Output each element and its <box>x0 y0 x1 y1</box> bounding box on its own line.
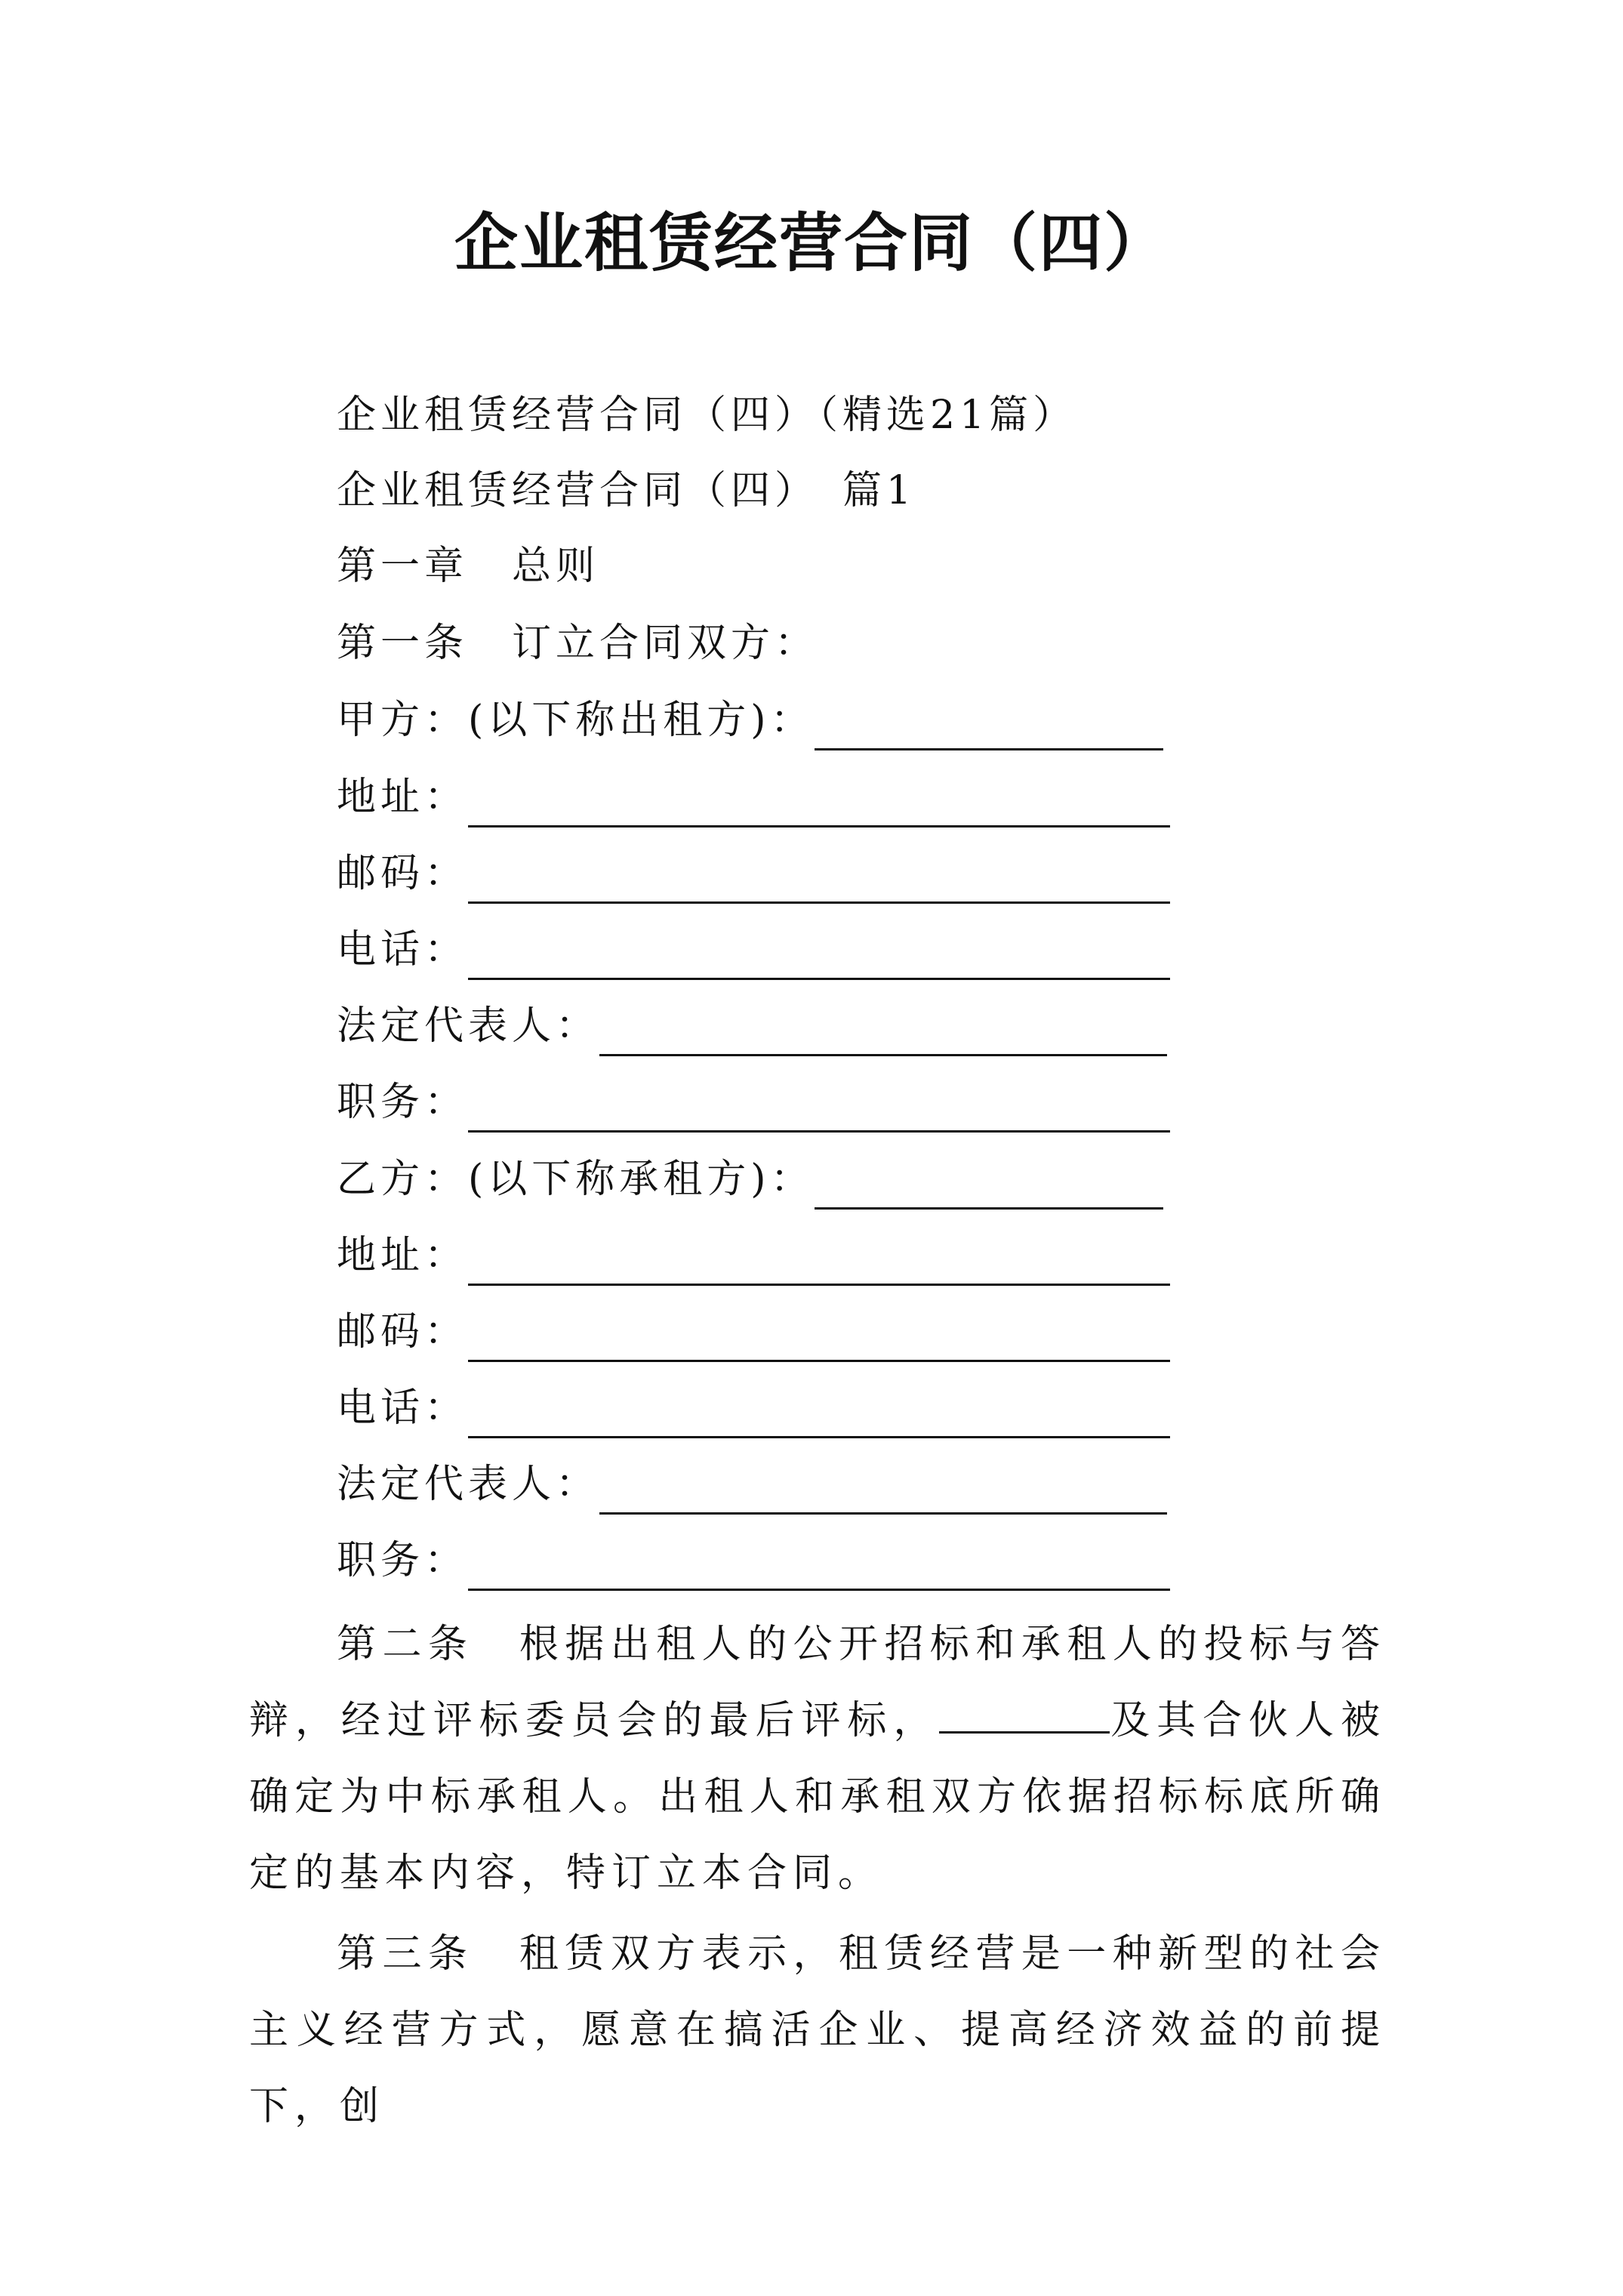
party-b-legal-rep-field <box>337 1454 1167 1515</box>
party-a-position-field <box>337 1072 1167 1133</box>
article-2-text-after: 及其合伙人被确定为中标承租人。出租人和承租双方依据招标标底所确定的基本内容，特订立本合同。 <box>249 1698 1386 1896</box>
party-a-blank[interactable] <box>815 706 1163 750</box>
party-a-label: 甲方：(以下称出租方)： <box>337 698 815 743</box>
party-b-legal-rep-label: 法定代表人： <box>337 1462 600 1507</box>
party-a-address-label: 地址： <box>337 775 469 820</box>
party-a-position-label: 职务： <box>337 1080 469 1125</box>
party-a-address-field <box>337 767 1167 827</box>
party-b-address-label: 地址： <box>337 1233 469 1278</box>
party-b-legal-rep-blank[interactable] <box>599 1470 1167 1515</box>
document-title: 企业租赁经营合同（四） <box>454 205 1169 280</box>
party-b-address-blank[interactable] <box>468 1241 1170 1286</box>
party-a-legal-rep-label: 法定代表人： <box>337 1003 600 1049</box>
party-b-address-field <box>337 1225 1167 1286</box>
party-b-phone-label: 电话： <box>337 1385 469 1431</box>
party-a-phone-field <box>337 920 1167 980</box>
party-a-field <box>337 690 1167 750</box>
party-a-phone-label: 电话： <box>337 927 469 972</box>
article-3-paragraph: 第三条 租赁双方表示，租赁经营是一种新型的社会主义经营方式，愿意在搞活企业、提高经济效益的前提下，创 <box>249 1931 1386 2129</box>
party-b-phone-blank[interactable] <box>468 1394 1170 1438</box>
chapter-heading: 第一章 总则 <box>337 544 600 589</box>
subtitle: 企业租赁经营合同（四）（精选21篇） <box>337 393 1077 438</box>
party-a-legal-rep-blank[interactable] <box>599 1012 1167 1056</box>
party-a-phone-blank[interactable] <box>468 935 1170 980</box>
party-a-position-blank[interactable] <box>468 1088 1170 1133</box>
party-b-postcode-blank[interactable] <box>468 1318 1170 1362</box>
article-2-paragraph <box>249 1607 1386 1912</box>
party-b-postcode-label: 邮码： <box>337 1309 469 1354</box>
party-b-blank[interactable] <box>815 1165 1163 1210</box>
article-2-text-before: 第二条 根据出租人的公开招标和承租人的投标与答辩，经过评标委员会的最后评标， <box>249 1622 1386 1743</box>
party-a-postcode-field <box>337 843 1167 904</box>
section-heading: 企业租赁经营合同（四） 篇1 <box>337 468 916 513</box>
party-b-postcode-field <box>337 1302 1167 1362</box>
party-a-postcode-label: 邮码： <box>337 851 469 896</box>
bidder-name-blank[interactable] <box>939 1686 1110 1734</box>
party-a-address-blank[interactable] <box>468 783 1170 827</box>
party-b-position-label: 职务： <box>337 1538 469 1583</box>
party-b-label: 乙方：(以下称承租方)： <box>337 1157 815 1202</box>
party-b-position-field <box>337 1530 1167 1591</box>
party-b-phone-field <box>337 1378 1167 1438</box>
party-b-field <box>337 1149 1167 1210</box>
party-a-postcode-blank[interactable] <box>468 859 1170 904</box>
party-a-legal-rep-field <box>337 996 1167 1056</box>
party-b-position-blank[interactable] <box>468 1546 1170 1591</box>
article-1: 第一条 订立合同双方： <box>337 621 819 666</box>
